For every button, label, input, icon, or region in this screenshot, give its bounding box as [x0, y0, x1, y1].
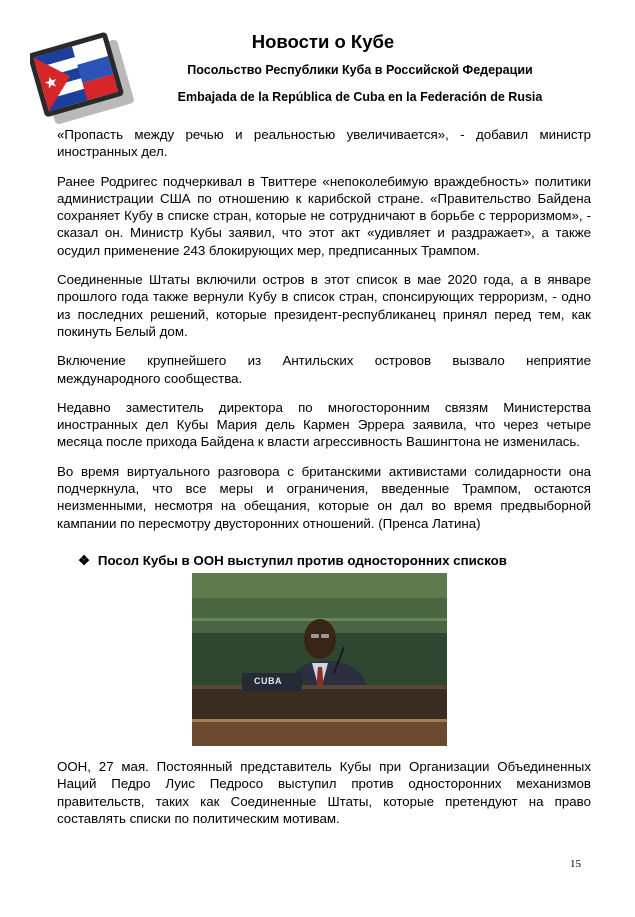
section-heading-text: Посол Кубы в ООН выступил против односторонних списков: [97, 553, 507, 568]
cuba-placard: CUBA: [254, 676, 282, 686]
paragraph: Включение крупнейшего из Антильских островов вызвало неприятие международного сообщества.: [57, 353, 591, 386]
paragraph: Соединенные Штаты включили остров в этот список в мае 2020 года, а в январе прошлого года также вернули Кубу в список стран, спонсирующих терроризм, - одно из последних решений, которые президент-республиканец принял перед тем, как покинуть Белый дом.: [57, 272, 591, 339]
paragraph: Ранее Родригес подчеркивал в Твиттере «непоколебимую враждебность» политики администрации США по отношению к карибской стране. «Правительство Байдена сохраняет Кубу в списке стран, которые не сотрудничают в борьбе с терроризмом», - сказал он. Министр Кубы заявил, что этот акт «удивляет и раздражает», а также осудил применение 243 блокирующих мер, предписанных Трампом.: [57, 173, 591, 258]
closing-text: [57, 758, 591, 827]
page-number: 15: [570, 858, 581, 870]
cuba-russia-flag-logo: [30, 26, 135, 131]
photo-illustration: [192, 573, 447, 746]
paragraph: Во время виртуального разговора с британскими активистами солидарности она подчеркнула, что все меры и ограничения, введенные Трампом, остаются неизменными, несмотря на обещания, которые он дал во время предвыборной кампании по пересмотру двусторонних отношений. (Пренса Латина): [57, 463, 591, 531]
embassy-name-spanish: Embajada de la República de Cuba en la Federación de Rusia: [177, 90, 543, 104]
section-heading: [78, 553, 507, 569]
diamond-bullet-icon: ❖: [78, 553, 90, 568]
page-title: Новости о Кубе: [251, 31, 395, 52]
embassy-name-russian: Посольство Республики Куба в Российской Федерации: [187, 63, 533, 77]
news-photo: [192, 573, 447, 746]
article-body: [57, 126, 591, 544]
paragraph: «Пропасть между речью и реальностью увеличивается», - добавил министр иностранных дел.: [57, 127, 591, 160]
paragraph: Недавно заместитель директора по многосторонним связям Министерства иностранных дел Кубы Мария дель Кармен Эррера заявила, что через четыре месяца после прихода Байдена к власти агрессивность Вашингтона не изменилась.: [57, 399, 591, 450]
closing-paragraph: ООН, 27 мая. Постоянный представитель Кубы при Организации Объединенных Наций Педро Луис Педросо выступил против односторонних механизмов правительств, таких как Соединенные Штаты, которые претендуют на право составлять списки по политическим мотивам.: [57, 759, 591, 826]
